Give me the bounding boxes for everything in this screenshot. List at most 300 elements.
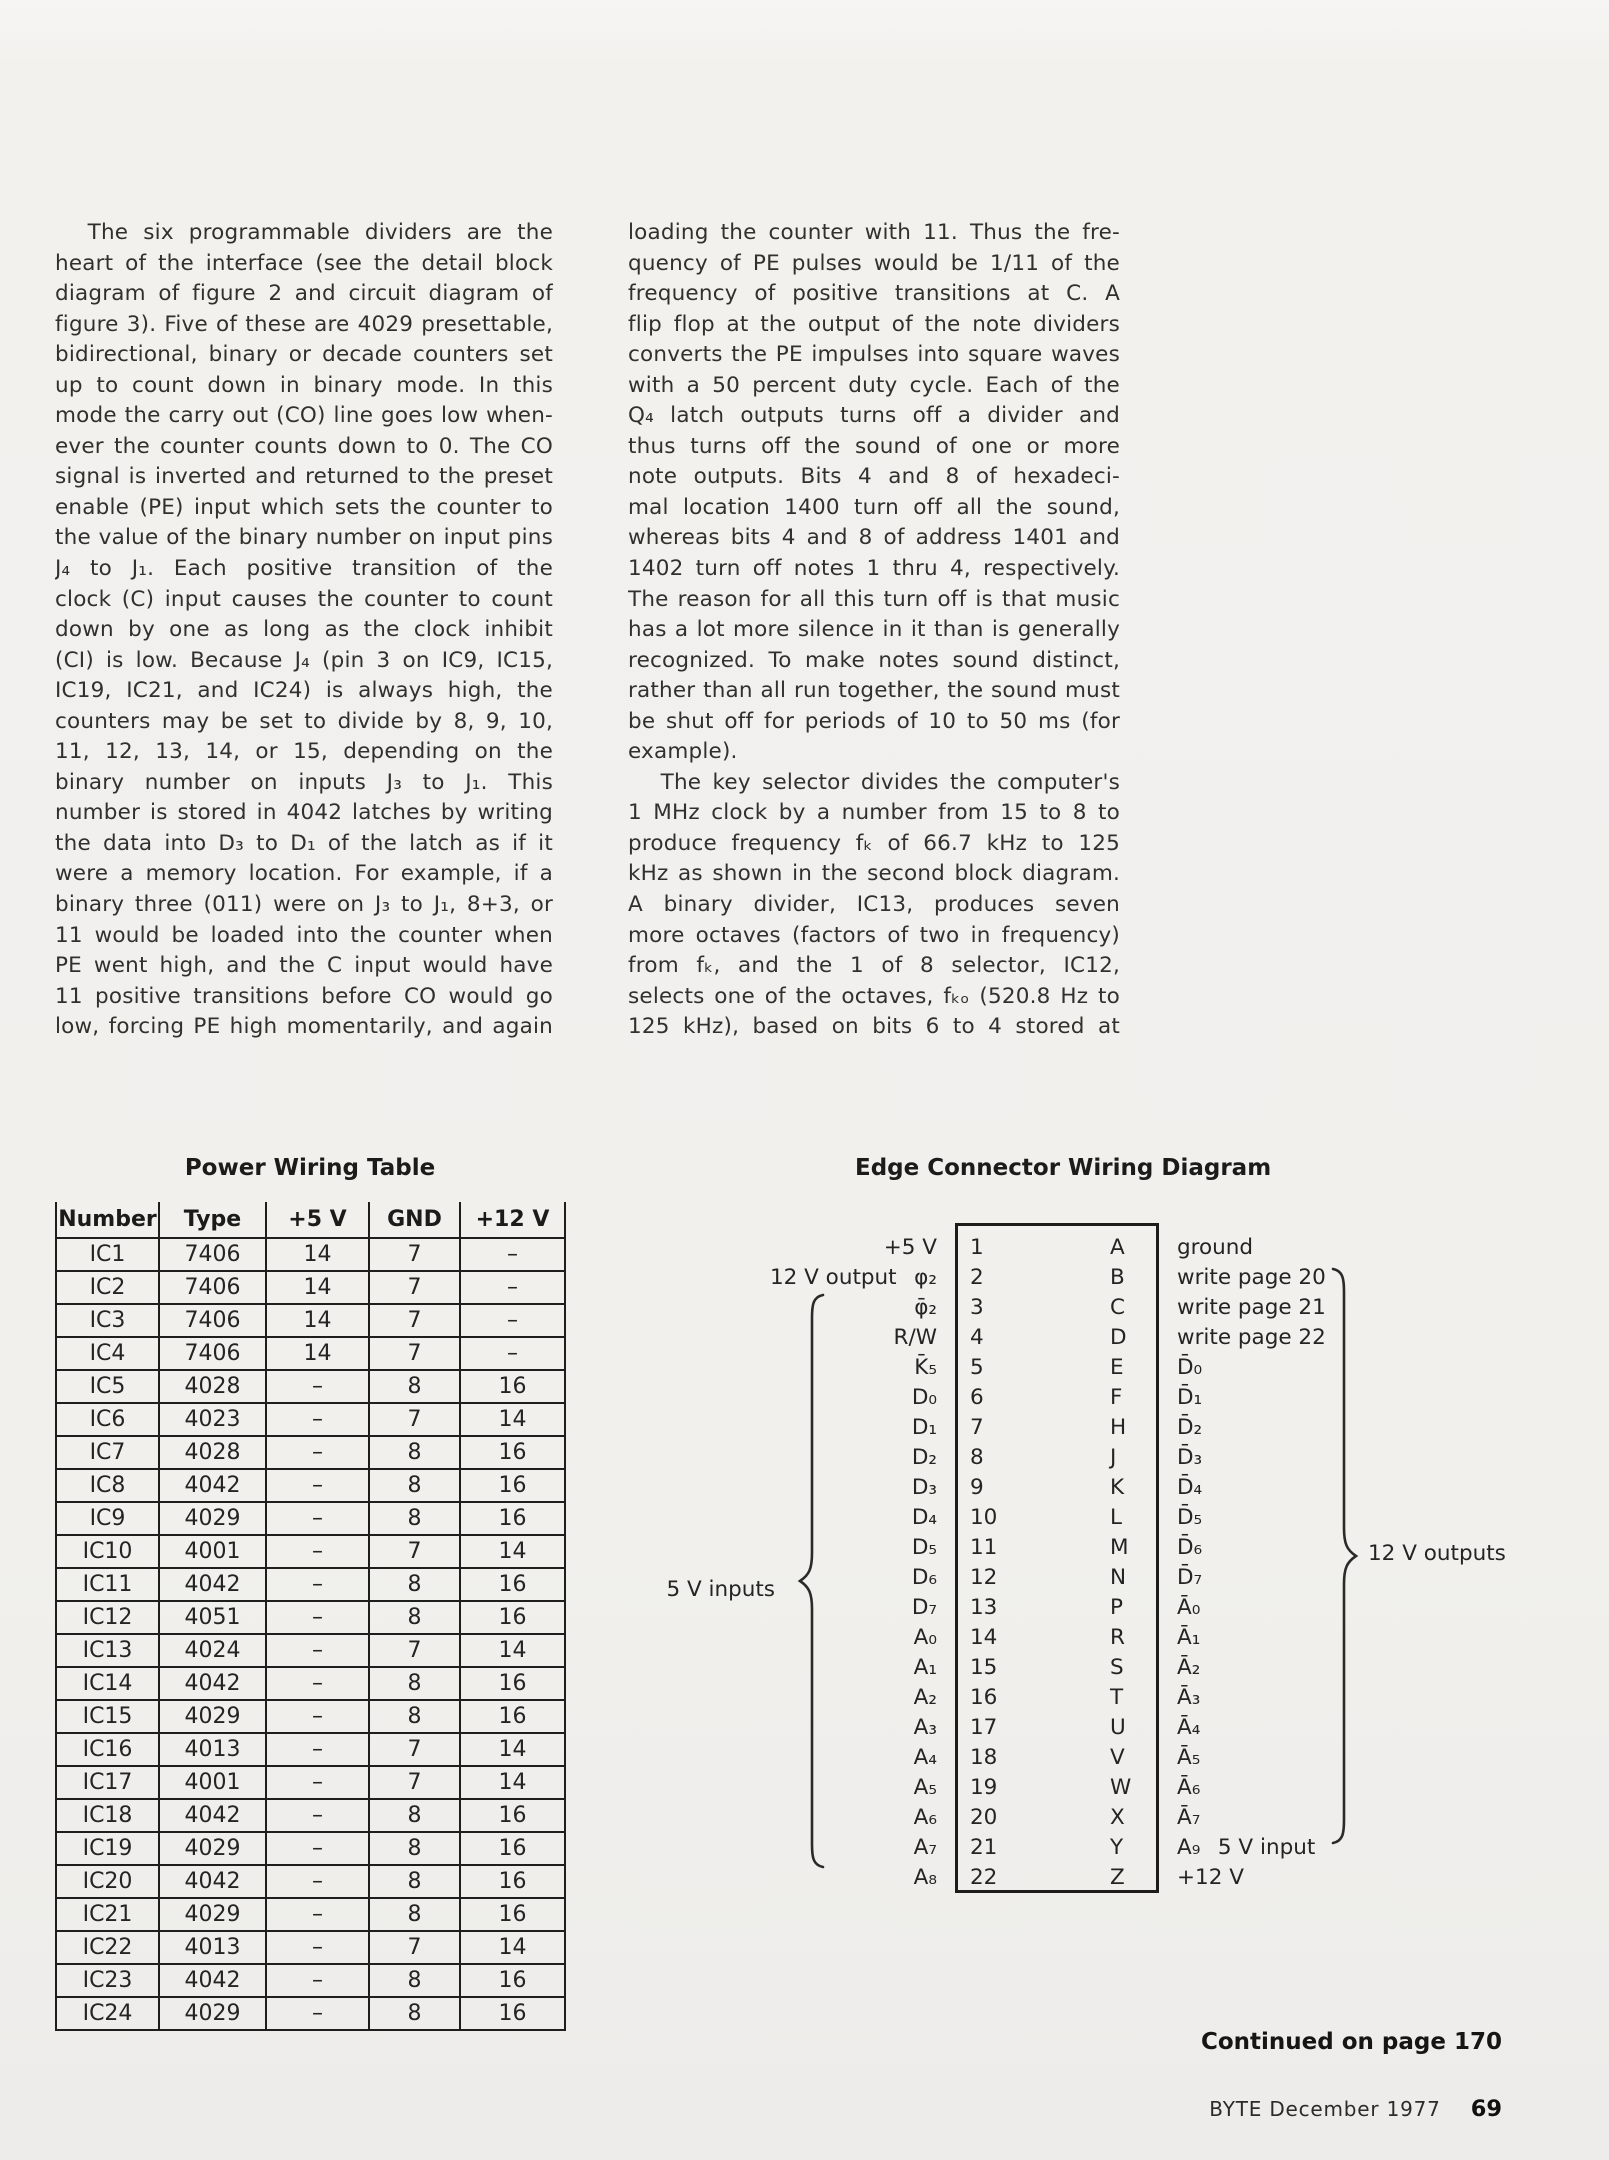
text-line: 11 would be loaded into the counter when <box>55 922 553 948</box>
connector-left-cell: D₂ <box>911 1445 937 1470</box>
text-line: down by one as long as the clock inhibit <box>55 617 553 643</box>
table-cell: – <box>266 1766 369 1799</box>
table-cell: 14 <box>460 1535 565 1568</box>
connector-left-cell: D₆ <box>911 1565 937 1590</box>
table-cell: 4042 <box>159 1568 266 1601</box>
connector-letter-cell: V <box>1110 1745 1125 1770</box>
table-cell: 14 <box>460 1634 565 1667</box>
table-cell: IC20 <box>56 1865 159 1898</box>
connector-num-cell: 9 <box>970 1475 984 1500</box>
connector-letter-cell: Y <box>1110 1835 1124 1860</box>
table-cell: 4029 <box>159 1997 266 2030</box>
table-cell: 4001 <box>159 1535 266 1568</box>
text-line: PE went high, and the C input would have <box>55 953 553 979</box>
table-cell: 8 <box>369 1601 460 1634</box>
table-cell: IC7 <box>56 1436 159 1469</box>
table-cell: IC6 <box>56 1403 159 1436</box>
connector-right-cell: D̄₂ <box>1177 1415 1203 1440</box>
magazine-credit: BYTE December 1977 <box>1209 2097 1441 2121</box>
text-line: frequency of positive transitions at C. A <box>628 281 1120 307</box>
table-cell: 7 <box>369 1733 460 1766</box>
connector-letter-cell: W <box>1110 1775 1132 1800</box>
connector-letter-cell: E <box>1110 1355 1124 1380</box>
table-header-cell: +12 V <box>460 1202 565 1238</box>
connector-left-cell: K̄₅ <box>914 1355 937 1380</box>
table-cell: – <box>266 1931 369 1964</box>
table-row <box>56 1832 565 1865</box>
connector-left-cell: 12 V output φ₂ <box>769 1265 937 1290</box>
table-cell: IC10 <box>56 1535 159 1568</box>
table-cell: 4042 <box>159 1799 266 1832</box>
connector-right-cell: D̄₀ <box>1177 1355 1203 1380</box>
table-cell: – <box>266 1667 369 1700</box>
connector-left-cell: A₆ <box>913 1805 937 1830</box>
table-cell: 16 <box>460 1667 565 1700</box>
table-cell: IC17 <box>56 1766 159 1799</box>
text-line: 1402 turn off notes 1 thru 4, respectively. <box>628 556 1120 582</box>
table-row <box>56 1733 565 1766</box>
table-cell: 7406 <box>159 1304 266 1337</box>
text-line: 11, 12, 13, 14, or 15, depending on the <box>55 739 553 765</box>
table-cell: 14 <box>460 1733 565 1766</box>
connector-left-cell: A₃ <box>913 1715 937 1740</box>
table-cell: – <box>266 1898 369 1931</box>
connector-num-cell: 19 <box>970 1775 998 1800</box>
table-header-cell: Type <box>159 1202 266 1238</box>
table-row <box>56 1865 565 1898</box>
text-line: 125 kHz), based on bits 6 to 4 stored at <box>628 1014 1120 1040</box>
table-row <box>56 1931 565 1964</box>
table-cell: 16 <box>460 1865 565 1898</box>
table-row <box>56 1535 565 1568</box>
table-cell: IC1 <box>56 1238 159 1271</box>
connector-right-cell: Ā₄ <box>1177 1715 1201 1740</box>
text-line: recognized. To make notes sound distinct, <box>628 647 1120 673</box>
connector-letter-cell: F <box>1110 1385 1123 1410</box>
connector-letter-cell: Z <box>1110 1865 1125 1890</box>
table-cell: 8 <box>369 1370 460 1403</box>
text-line: counters may be set to divide by 8, 9, 10, <box>55 708 553 734</box>
text-line: diagram of figure 2 and circuit diagram of <box>55 281 553 307</box>
connector-letter-cell: B <box>1110 1265 1125 1290</box>
connector-num-cell: 15 <box>970 1655 998 1680</box>
table-cell: – <box>266 1799 369 1832</box>
table-cell: 14 <box>266 1238 369 1271</box>
table-cell: 16 <box>460 1832 565 1865</box>
table-cell: 7 <box>369 1238 460 1271</box>
table-cell: 16 <box>460 1502 565 1535</box>
table-cell: IC5 <box>56 1370 159 1403</box>
connector-left-cell: A₄ <box>913 1745 937 1770</box>
table-cell: 7 <box>369 1337 460 1370</box>
connector-num-cell: 14 <box>970 1625 998 1650</box>
connector-right-cell: Ā₃ <box>1177 1685 1201 1710</box>
table-cell: 16 <box>460 1799 565 1832</box>
text-line: IC19, IC21, and IC24) is always high, the <box>55 678 553 704</box>
connector-right-cell: ground <box>1177 1235 1254 1260</box>
edge-connector-title: Edge Connector Wiring Diagram <box>855 1155 1272 1181</box>
connector-left-cell: D₁ <box>911 1415 937 1440</box>
table-cell: 4042 <box>159 1964 266 1997</box>
table-cell: 4023 <box>159 1403 266 1436</box>
table-row <box>56 1436 565 1469</box>
table-cell: 7 <box>369 1634 460 1667</box>
connector-right-cell: D̄₃ <box>1177 1445 1203 1470</box>
table-cell: 8 <box>369 1964 460 1997</box>
table-cell: IC21 <box>56 1898 159 1931</box>
table-cell: 16 <box>460 1964 565 1997</box>
twelve-volt-outputs-brace-icon <box>1330 1266 1360 1846</box>
power-table-header-row <box>56 1202 565 1238</box>
text-line: has a lot more silence in it than is generally <box>628 617 1120 643</box>
table-cell: 7 <box>369 1535 460 1568</box>
connector-right-cell: Ā₆ <box>1177 1775 1201 1800</box>
connector-num-cell: 18 <box>970 1745 998 1770</box>
connector-left-cell: A₇ <box>913 1835 937 1860</box>
connector-pin-letters <box>1110 1233 1144 1893</box>
table-cell: IC12 <box>56 1601 159 1634</box>
connector-num-cell: 6 <box>970 1385 984 1410</box>
power-table-title: Power Wiring Table <box>184 1155 436 1181</box>
table-cell: 8 <box>369 1799 460 1832</box>
table-cell: 7 <box>369 1403 460 1436</box>
table-cell: 14 <box>460 1931 565 1964</box>
text-line: whereas bits 4 and 8 of address 1401 and <box>628 525 1120 551</box>
text-line: example). <box>628 739 738 765</box>
table-cell: 8 <box>369 1436 460 1469</box>
connector-right-cell: write page 21 <box>1177 1295 1326 1320</box>
text-line: bidirectional, binary or decade counters set <box>55 342 553 368</box>
connector-num-cell: 20 <box>970 1805 998 1830</box>
text-line: J₄ to J₁. Each positive transition of the <box>55 556 553 582</box>
table-cell: 4051 <box>159 1601 266 1634</box>
connector-right-cell: Ā₇ <box>1177 1805 1201 1830</box>
table-header-cell: +5 V <box>266 1202 369 1238</box>
table-row <box>56 1700 565 1733</box>
text-line: binary number on inputs J₃ to J₁. This <box>55 769 553 795</box>
table-cell: 8 <box>369 1568 460 1601</box>
table-row <box>56 1304 565 1337</box>
table-cell: 8 <box>369 1700 460 1733</box>
text-line: flip flop at the output of the note dividers <box>628 311 1120 337</box>
connector-letter-cell: A <box>1110 1235 1125 1260</box>
five-volt-inputs-brace-icon <box>796 1292 826 1870</box>
connector-right-cell: A₉ 5 V input <box>1177 1835 1316 1860</box>
table-cell: – <box>266 1700 369 1733</box>
table-cell: – <box>460 1271 565 1304</box>
table-cell: 16 <box>460 1997 565 2030</box>
power-wiring-table <box>55 1202 566 2031</box>
table-cell: – <box>266 1832 369 1865</box>
connector-left-cell: φ̄₂ <box>914 1295 937 1320</box>
table-cell: 8 <box>369 1469 460 1502</box>
table-cell: 4029 <box>159 1700 266 1733</box>
table-row <box>56 1667 565 1700</box>
table-cell: 16 <box>460 1898 565 1931</box>
connector-pin-numbers <box>970 1233 1014 1893</box>
table-cell: 16 <box>460 1568 565 1601</box>
connector-num-cell: 12 <box>970 1565 998 1590</box>
connector-right-cell: write page 22 <box>1177 1325 1326 1350</box>
table-cell: 4013 <box>159 1733 266 1766</box>
table-cell: 4001 <box>159 1766 266 1799</box>
table-cell: IC3 <box>56 1304 159 1337</box>
continued-note: Continued on page 170 <box>1201 2029 1502 2055</box>
page-footer <box>1102 2096 1502 2122</box>
table-cell: 4042 <box>159 1865 266 1898</box>
text-line: up to count down in binary mode. In this <box>55 372 553 398</box>
connector-letter-cell: N <box>1110 1565 1127 1590</box>
table-cell: – <box>266 1403 369 1436</box>
table-cell: 14 <box>266 1271 369 1304</box>
article-column-left <box>55 218 553 1043</box>
table-cell: – <box>460 1337 565 1370</box>
connector-left-cell: A₅ <box>913 1775 937 1800</box>
table-cell: IC8 <box>56 1469 159 1502</box>
text-line: selects one of the octaves, fₖₒ (520.8 Hz to <box>628 983 1120 1009</box>
table-cell: – <box>266 1964 369 1997</box>
text-line: be shut off for periods of 10 to 50 ms (for <box>628 708 1120 734</box>
table-cell: 4042 <box>159 1667 266 1700</box>
table-cell: 7406 <box>159 1337 266 1370</box>
connector-letter-cell: X <box>1110 1805 1125 1830</box>
connector-right-cell: D̄₅ <box>1177 1505 1203 1530</box>
connector-letter-cell: K <box>1110 1475 1125 1500</box>
connector-right-cell: D̄₆ <box>1177 1535 1203 1560</box>
table-cell: 4029 <box>159 1832 266 1865</box>
table-cell: – <box>460 1304 565 1337</box>
table-cell: 14 <box>266 1337 369 1370</box>
connector-letter-cell: P <box>1110 1595 1123 1620</box>
connector-left-cell: A₈ <box>913 1865 937 1890</box>
text-line: The reason for all this turn off is that music <box>628 586 1120 612</box>
text-line: mode the carry out (CO) line goes low when- <box>55 403 553 429</box>
table-cell: IC2 <box>56 1271 159 1304</box>
connector-letter-cell: H <box>1110 1415 1127 1440</box>
text-line: (CI) is low. Because J₄ (pin 3 on IC9, IC15, <box>55 647 553 673</box>
table-row <box>56 1568 565 1601</box>
text-line: 1 MHz clock by a number from 15 to 8 to <box>628 800 1120 826</box>
table-cell: 8 <box>369 1898 460 1931</box>
table-row <box>56 1634 565 1667</box>
connector-right-cell: Ā₂ <box>1177 1655 1201 1680</box>
table-cell: 8 <box>369 1502 460 1535</box>
connector-left-cell: D₄ <box>911 1505 937 1530</box>
table-cell: 7 <box>369 1766 460 1799</box>
power-table-body <box>56 1238 565 2030</box>
table-row <box>56 1601 565 1634</box>
text-line: clock (C) input causes the counter to count <box>55 586 553 612</box>
text-line: from fₖ, and the 1 of 8 selector, IC12, <box>628 953 1120 979</box>
connector-num-cell: 1 <box>970 1235 984 1260</box>
table-cell: IC16 <box>56 1733 159 1766</box>
table-cell: 7406 <box>159 1271 266 1304</box>
connector-left-cell: D₇ <box>911 1595 937 1620</box>
table-row <box>56 1997 565 2030</box>
connector-right-cell: Ā₅ <box>1177 1745 1201 1770</box>
table-cell: – <box>266 1634 369 1667</box>
connector-letter-cell: U <box>1110 1715 1126 1740</box>
table-cell: IC24 <box>56 1997 159 2030</box>
table-row <box>56 1337 565 1370</box>
table-cell: 16 <box>460 1436 565 1469</box>
connector-left-signals <box>600 1233 937 1893</box>
connector-num-cell: 4 <box>970 1325 984 1350</box>
table-cell: – <box>266 1370 369 1403</box>
text-line: the data into D₃ to D₁ of the latch as if it <box>55 830 553 856</box>
table-cell: 16 <box>460 1370 565 1403</box>
text-line: the value of the binary number on input pins <box>55 525 553 551</box>
page-number: 69 <box>1470 2096 1502 2122</box>
table-row <box>56 1766 565 1799</box>
text-line: more octaves (factors of two in frequency) <box>628 922 1120 948</box>
text-line: number is stored in 4042 latches by writing <box>55 800 553 826</box>
text-line: thus turns off the sound of one or more <box>628 433 1120 459</box>
connector-num-cell: 13 <box>970 1595 998 1620</box>
table-cell: – <box>266 1601 369 1634</box>
connector-letter-cell: C <box>1110 1295 1126 1320</box>
table-cell: 7406 <box>159 1238 266 1271</box>
connector-left-cell: +5 V <box>883 1235 937 1260</box>
table-row <box>56 1271 565 1304</box>
text-line: converts the PE impulses into square waves <box>628 342 1120 368</box>
connector-num-cell: 17 <box>970 1715 998 1740</box>
text-line: with a 50 percent duty cycle. Each of the <box>628 372 1120 398</box>
table-cell: – <box>266 1865 369 1898</box>
connector-left-cell: A₁ <box>913 1655 937 1680</box>
connector-letter-cell: M <box>1110 1535 1129 1560</box>
table-cell: IC18 <box>56 1799 159 1832</box>
connector-num-cell: 8 <box>970 1445 984 1470</box>
table-cell: 8 <box>369 1997 460 2030</box>
table-cell: IC9 <box>56 1502 159 1535</box>
connector-right-cell: +12 V <box>1177 1865 1244 1890</box>
table-cell: IC13 <box>56 1634 159 1667</box>
text-line: The key selector divides the computer's <box>628 769 1120 795</box>
text-line: quency of PE pulses would be 1/11 of the <box>628 250 1120 276</box>
connector-letter-cell: D <box>1110 1325 1127 1350</box>
connector-num-cell: 5 <box>970 1355 984 1380</box>
table-row <box>56 1964 565 1997</box>
table-header-cell: GND <box>369 1202 460 1238</box>
table-cell: 4042 <box>159 1469 266 1502</box>
text-line: kHz as shown in the second block diagram. <box>628 861 1120 887</box>
table-cell: 16 <box>460 1601 565 1634</box>
twelve-volt-outputs-label: 12 V outputs <box>1368 1541 1506 1566</box>
connector-num-cell: 22 <box>970 1865 998 1890</box>
table-cell: 8 <box>369 1667 460 1700</box>
table-header-cell: Number <box>56 1202 159 1238</box>
table-cell: 4024 <box>159 1634 266 1667</box>
text-line: The six programmable dividers are the <box>55 220 553 245</box>
text-line: heart of the interface (see the detail block <box>55 250 553 276</box>
connector-right-cell: Ā₀ <box>1177 1595 1201 1620</box>
table-cell: – <box>266 1997 369 2030</box>
text-line: mal location 1400 turn off all the sound, <box>628 494 1120 520</box>
table-cell: – <box>266 1436 369 1469</box>
text-line: were a memory location. For example, if a <box>55 861 553 887</box>
connector-left-cell: R/W <box>893 1325 937 1350</box>
text-line: note outputs. Bits 4 and 8 of hexadeci- <box>628 464 1120 490</box>
text-line: ever the counter counts down to 0. The CO <box>55 433 553 459</box>
table-cell: – <box>266 1469 369 1502</box>
connector-letter-cell: T <box>1110 1685 1124 1710</box>
table-cell: – <box>266 1502 369 1535</box>
table-cell: 14 <box>266 1304 369 1337</box>
table-cell: 4029 <box>159 1898 266 1931</box>
connector-num-cell: 2 <box>970 1265 984 1290</box>
table-cell: – <box>266 1733 369 1766</box>
text-line: low, forcing PE high momentarily, and again <box>55 1014 553 1040</box>
table-cell: 16 <box>460 1469 565 1502</box>
text-line: 11 positive transitions before CO would go <box>55 983 553 1009</box>
connector-num-cell: 3 <box>970 1295 984 1320</box>
table-cell: 7 <box>369 1931 460 1964</box>
connector-right-cell: D̄₁ <box>1177 1385 1203 1410</box>
connector-right-cell: write page 20 <box>1177 1265 1326 1290</box>
table-cell: IC19 <box>56 1832 159 1865</box>
connector-letter-cell: S <box>1110 1655 1124 1680</box>
table-row <box>56 1238 565 1271</box>
connector-letter-cell: R <box>1110 1625 1125 1650</box>
connector-letter-cell: L <box>1110 1505 1122 1530</box>
table-row <box>56 1469 565 1502</box>
connector-left-cell: A₀ <box>913 1625 937 1650</box>
table-cell: – <box>460 1238 565 1271</box>
table-row <box>56 1403 565 1436</box>
text-line: Q₄ latch outputs turns off a divider and <box>628 403 1120 429</box>
table-cell: – <box>266 1535 369 1568</box>
table-cell: 8 <box>369 1865 460 1898</box>
article-column-right <box>628 218 1120 1043</box>
table-cell: – <box>266 1568 369 1601</box>
table-cell: 4028 <box>159 1370 266 1403</box>
table-cell: 7 <box>369 1304 460 1337</box>
table-cell: IC23 <box>56 1964 159 1997</box>
text-line: rather than all run together, the sound must <box>628 678 1120 704</box>
connector-num-cell: 10 <box>970 1505 998 1530</box>
table-row <box>56 1799 565 1832</box>
text-line: figure 3). Five of these are 4029 presettable, <box>55 311 553 337</box>
table-cell: 16 <box>460 1700 565 1733</box>
table-cell: IC4 <box>56 1337 159 1370</box>
table-cell: 4029 <box>159 1502 266 1535</box>
connector-left-cell: A₂ <box>913 1685 937 1710</box>
text-line: enable (PE) input which sets the counter to <box>55 494 553 520</box>
table-row <box>56 1370 565 1403</box>
connector-left-cell: D₃ <box>911 1475 937 1500</box>
table-row <box>56 1898 565 1931</box>
table-cell: 14 <box>460 1766 565 1799</box>
text-line: loading the counter with 11. Thus the fre- <box>628 220 1120 245</box>
table-cell: IC14 <box>56 1667 159 1700</box>
table-cell: 8 <box>369 1832 460 1865</box>
connector-num-cell: 21 <box>970 1835 998 1860</box>
text-line: A binary divider, IC13, produces seven <box>628 892 1120 918</box>
text-line: binary three (011) were on J₃ to J₁, 8+3, or <box>55 892 553 918</box>
table-row <box>56 1502 565 1535</box>
text-line: signal is inverted and returned to the preset <box>55 464 553 490</box>
table-cell: 14 <box>460 1403 565 1436</box>
connector-left-cell: D₅ <box>911 1535 937 1560</box>
connector-num-cell: 7 <box>970 1415 984 1440</box>
table-cell: 4028 <box>159 1436 266 1469</box>
table-cell: IC11 <box>56 1568 159 1601</box>
connector-num-cell: 11 <box>970 1535 998 1560</box>
table-cell: 7 <box>369 1271 460 1304</box>
connector-right-cell: D̄₄ <box>1177 1475 1203 1500</box>
connector-letter-cell: J <box>1110 1445 1117 1470</box>
